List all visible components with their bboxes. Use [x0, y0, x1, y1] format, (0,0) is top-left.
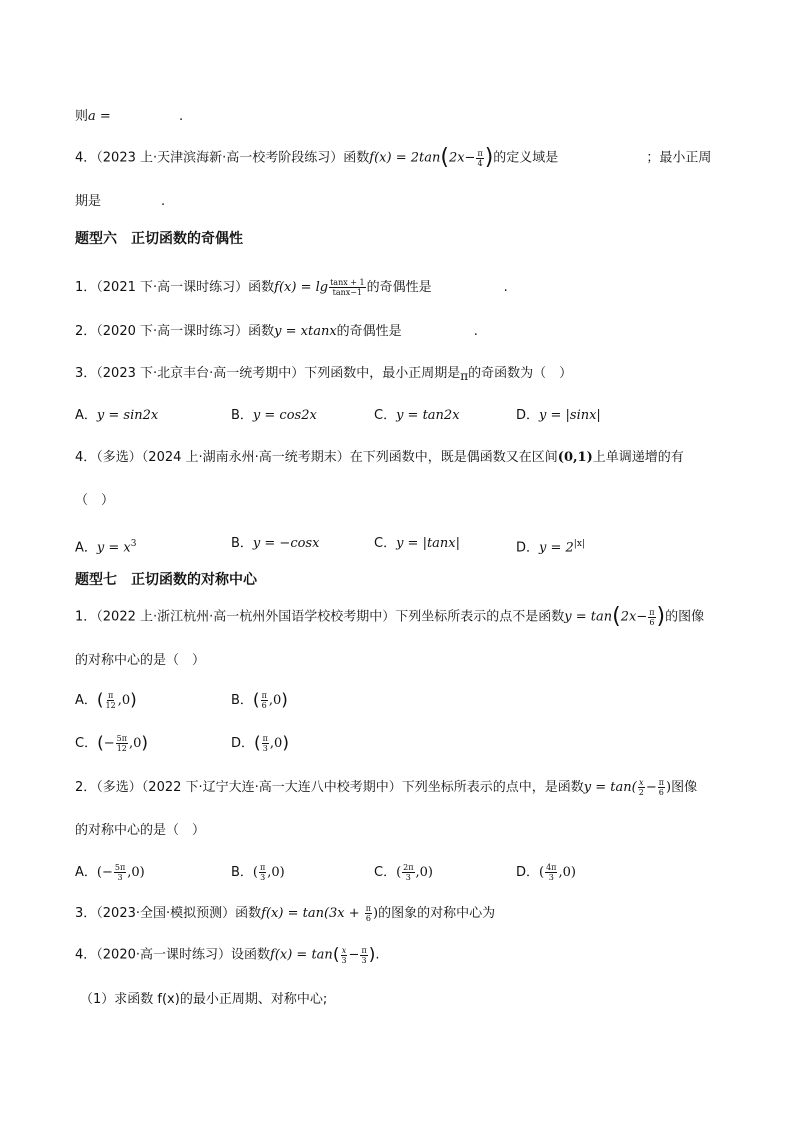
option-b[interactable]	[231, 533, 319, 555]
frac-den: 3	[262, 744, 268, 753]
question-text: 下列坐标所表示的点不是函数	[395, 609, 565, 625]
question-text: 函数	[343, 150, 370, 166]
question-number: 2．	[75, 324, 97, 339]
frac-num: 4π	[546, 863, 557, 872]
option-label: C．	[374, 408, 397, 423]
question-source: （2020 下·高一课时练习）	[96, 324, 249, 339]
math-func: f(x) = 2tan	[369, 150, 441, 166]
frac-den: 6	[261, 701, 267, 710]
fraction	[116, 734, 128, 753]
math-tail: ,0	[268, 693, 282, 708]
option-label: D．	[516, 408, 540, 423]
frac-num: π	[260, 863, 266, 872]
period: .	[161, 194, 166, 209]
question-text: 在下列函数中，既是偶函数又在区间	[349, 450, 558, 465]
question-s7-1-cont: 的对称中心的是（ ）	[75, 653, 206, 668]
question-source: （2023·全国·模拟预测）	[96, 906, 236, 921]
option-label: D．	[231, 736, 255, 751]
question-number: 4．	[75, 947, 97, 963]
paren-left: (	[396, 865, 402, 880]
question-text: 设函数	[231, 947, 271, 963]
math-func: f(x) = lg	[274, 280, 329, 295]
paren-left: (	[252, 690, 260, 711]
frac-num: π	[361, 945, 367, 955]
question-number: 4．	[75, 450, 97, 465]
math-arg: 2x−	[448, 150, 476, 166]
question-s6-1	[75, 278, 754, 298]
math-tail: ,0)	[267, 865, 285, 880]
exponent: 3	[130, 539, 137, 549]
paren-left: (	[252, 865, 258, 880]
option-d[interactable]	[516, 405, 601, 427]
frac-num: π	[477, 148, 483, 158]
question-source: （2020·高一课时练习）	[96, 947, 231, 963]
question-source: （2021 下·高一课时练习）	[96, 280, 249, 295]
question-text: 上单调递增的有	[592, 450, 684, 465]
question-s7-1	[75, 604, 754, 629]
fraction	[360, 946, 367, 965]
math-pi: π	[460, 369, 469, 383]
sub-question-1: （1）求函数 f(x)的最小正周期、对称中心;	[80, 992, 328, 1007]
option-label: A．	[75, 693, 97, 708]
math-tail: ,0	[128, 736, 142, 751]
question-text: 函数	[235, 906, 262, 921]
question-number: 3．	[75, 906, 97, 921]
option-b[interactable]	[231, 690, 288, 712]
option-d[interactable]	[516, 862, 576, 884]
frac-den: 12	[116, 744, 127, 753]
frac-den: 6	[649, 617, 655, 627]
option-label: D．	[516, 865, 540, 880]
fraction	[114, 863, 126, 882]
option-c[interactable]	[374, 533, 460, 555]
text: 则	[75, 109, 89, 124]
question-s7-2-cont: 的对称中心的是（ ）	[75, 823, 206, 838]
option-label: A．	[75, 865, 97, 880]
fraction	[648, 608, 655, 627]
option-expr: y = |tanx|	[396, 536, 461, 551]
question-text: 函数	[248, 280, 275, 295]
question-s7-4	[75, 945, 754, 966]
math-minus: −	[645, 780, 657, 795]
option-label: B．	[231, 693, 253, 708]
question-text: 图像	[671, 780, 698, 795]
math-func: y = tan	[564, 609, 613, 625]
fraction	[262, 734, 269, 753]
period: .	[473, 324, 478, 339]
question-text: 的奇偶性是	[336, 324, 402, 339]
option-c[interactable]	[75, 733, 148, 755]
math-tail: ,0	[117, 693, 131, 708]
question-source: （2023 上·天津滨海新·高一校考阶段练习）	[96, 150, 344, 166]
question-text: 的定义域是	[493, 150, 559, 166]
frac-den: 6	[658, 788, 664, 797]
question-text: 的奇偶性是	[366, 280, 432, 295]
question-number: 2．	[75, 780, 97, 795]
math-tail: ,0	[269, 736, 283, 751]
option-d[interactable]	[231, 733, 289, 755]
math-sign: −	[101, 865, 113, 880]
fraction	[402, 863, 414, 882]
math-minus: −	[348, 947, 360, 963]
option-label: B．	[231, 536, 253, 551]
option-label: A．	[75, 540, 97, 556]
fraction	[476, 149, 483, 168]
answer-line-a	[75, 107, 754, 127]
section-title-7: 题型七 正切函数的对称中心	[75, 572, 257, 588]
option-label: C．	[374, 536, 397, 551]
option-label: C．	[374, 865, 397, 880]
frac-den: 3	[260, 873, 266, 882]
option-a[interactable]	[75, 533, 136, 559]
option-label: B．	[231, 865, 253, 880]
option-expr: y = cos2x	[252, 408, 317, 423]
question-s6-3	[75, 364, 754, 386]
paren-left: (	[96, 865, 102, 880]
section-title-6: 题型六 正切函数的奇偶性	[75, 231, 243, 247]
frac-num: tanx + 1	[330, 278, 365, 287]
paren-right: )	[373, 906, 379, 921]
question-number: 4．	[75, 150, 97, 166]
question-text: 期是	[75, 194, 102, 209]
frac-den: 3	[341, 955, 347, 965]
question-text: 的图象的对称中心为	[378, 906, 496, 921]
question-s5-4	[75, 145, 754, 170]
option-a[interactable]	[75, 862, 145, 884]
option-label: A．	[75, 408, 97, 423]
fraction	[259, 863, 266, 882]
math-arg: 2x−	[620, 609, 648, 625]
question-text: 函数	[248, 324, 275, 339]
paren-right: )	[282, 733, 289, 754]
fraction	[340, 946, 347, 965]
frac-den: tanx−1	[332, 288, 363, 297]
period: .	[178, 109, 184, 124]
paren-left: (	[332, 945, 340, 965]
paren-left: (	[96, 690, 104, 711]
question-number: 1．	[75, 280, 97, 295]
frac-num: π	[108, 691, 114, 700]
option-expr: y = sin2x	[96, 408, 159, 423]
option-label: D．	[516, 540, 540, 556]
option-expr: y = x	[96, 540, 131, 556]
option-a[interactable]	[75, 405, 158, 427]
option-a[interactable]	[75, 690, 137, 712]
frac-den: 12	[105, 701, 116, 710]
frac-den: 3	[361, 955, 367, 965]
question-source: （2024 上·湖南永州·高一统考期末）	[141, 450, 350, 465]
math-tail: ,0)	[415, 865, 433, 880]
math-sign: −	[103, 736, 115, 751]
question-source: （2023 下·北京丰台·高一统考期中）	[96, 366, 305, 381]
math-func: f(x) = tan	[270, 947, 333, 963]
fraction	[658, 778, 665, 797]
option-c[interactable]	[374, 862, 433, 884]
paren-right: )	[656, 604, 666, 629]
option-label: B．	[231, 408, 253, 423]
option-d[interactable]	[516, 533, 585, 559]
option-expr: y = 2	[539, 540, 574, 556]
paren-left: (	[539, 865, 545, 880]
question-s7-3	[75, 904, 754, 924]
math-func: f(x) = tan(3x +	[261, 906, 364, 921]
frac-num: π	[261, 691, 267, 700]
fraction	[545, 863, 557, 882]
option-c[interactable]	[374, 405, 460, 427]
frac-num: π	[658, 778, 664, 787]
math-eq: =	[95, 109, 115, 124]
paren-left: (	[612, 604, 621, 629]
question-number: 3．	[75, 366, 97, 381]
question-source: （2022 下·辽宁大连·高一大连八中校考期中）	[141, 780, 402, 795]
question-source: （2022 上·浙江杭州·高一杭州外国语学校校考期中）	[96, 609, 396, 625]
frac-num: x	[639, 778, 644, 787]
math-tail: ,0)	[558, 865, 576, 880]
frac-num: 2π	[403, 863, 414, 872]
paren-left: (	[254, 733, 261, 754]
option-expr: y = −cosx	[252, 536, 320, 551]
paren-left: (	[440, 145, 449, 170]
fraction	[638, 778, 645, 797]
frac-num: π	[262, 734, 268, 743]
paren-right: )	[368, 945, 376, 965]
frac-den: 2	[638, 788, 644, 797]
math-interval: (0,1)	[557, 450, 593, 465]
fraction	[261, 691, 268, 710]
frac-num: π	[649, 607, 655, 617]
question-text: 下列函数中，最小正周期是	[304, 366, 461, 381]
frac-num: 5π	[114, 863, 126, 872]
fraction	[105, 691, 117, 710]
math-func: y = xtanx	[274, 324, 337, 339]
question-s6-4	[75, 448, 754, 468]
option-expr: y = |sinx|	[539, 408, 601, 423]
question-text: 下列坐标所表示的点中，是函数	[401, 780, 584, 795]
option-b[interactable]	[231, 405, 317, 427]
period: .	[375, 947, 380, 963]
math-var: a	[88, 109, 96, 124]
question-s5-4-cont	[75, 192, 754, 212]
paren-right: )	[130, 690, 137, 711]
frac-num: x	[341, 945, 347, 955]
option-label: C．	[75, 736, 98, 751]
question-tag: （多选）	[96, 780, 142, 795]
math-tail: ,0)	[127, 865, 145, 880]
frac-num: π	[365, 904, 372, 913]
fraction	[365, 904, 372, 923]
paren-right: )	[281, 690, 288, 711]
frac-num: 5π	[116, 734, 127, 743]
frac-den: 6	[365, 914, 371, 923]
question-number: 1．	[75, 609, 97, 625]
math-func: y = tan(	[583, 780, 637, 795]
paren-left: (	[97, 733, 104, 754]
frac-den: 3	[405, 873, 411, 882]
question-text: ；最小正周	[646, 150, 712, 166]
option-b[interactable]	[231, 862, 285, 884]
option-expr: y = tan2x	[396, 408, 460, 423]
question-s6-4-cont: （ ）	[75, 493, 115, 508]
paren-right: )	[484, 145, 494, 170]
question-s7-2	[75, 778, 754, 798]
question-text: 的奇函数为（ ）	[468, 366, 573, 381]
question-tag: （多选）	[96, 450, 142, 465]
paren-right: )	[665, 780, 672, 795]
question-s6-2	[75, 322, 754, 342]
period: .	[503, 280, 508, 295]
question-text: 的图像	[665, 609, 705, 625]
fraction	[329, 278, 366, 297]
frac-den: 3	[548, 873, 554, 882]
exponent: |x|	[573, 539, 585, 549]
frac-den: 3	[117, 873, 123, 882]
frac-den: 4	[477, 158, 483, 168]
paren-right: )	[141, 733, 149, 754]
